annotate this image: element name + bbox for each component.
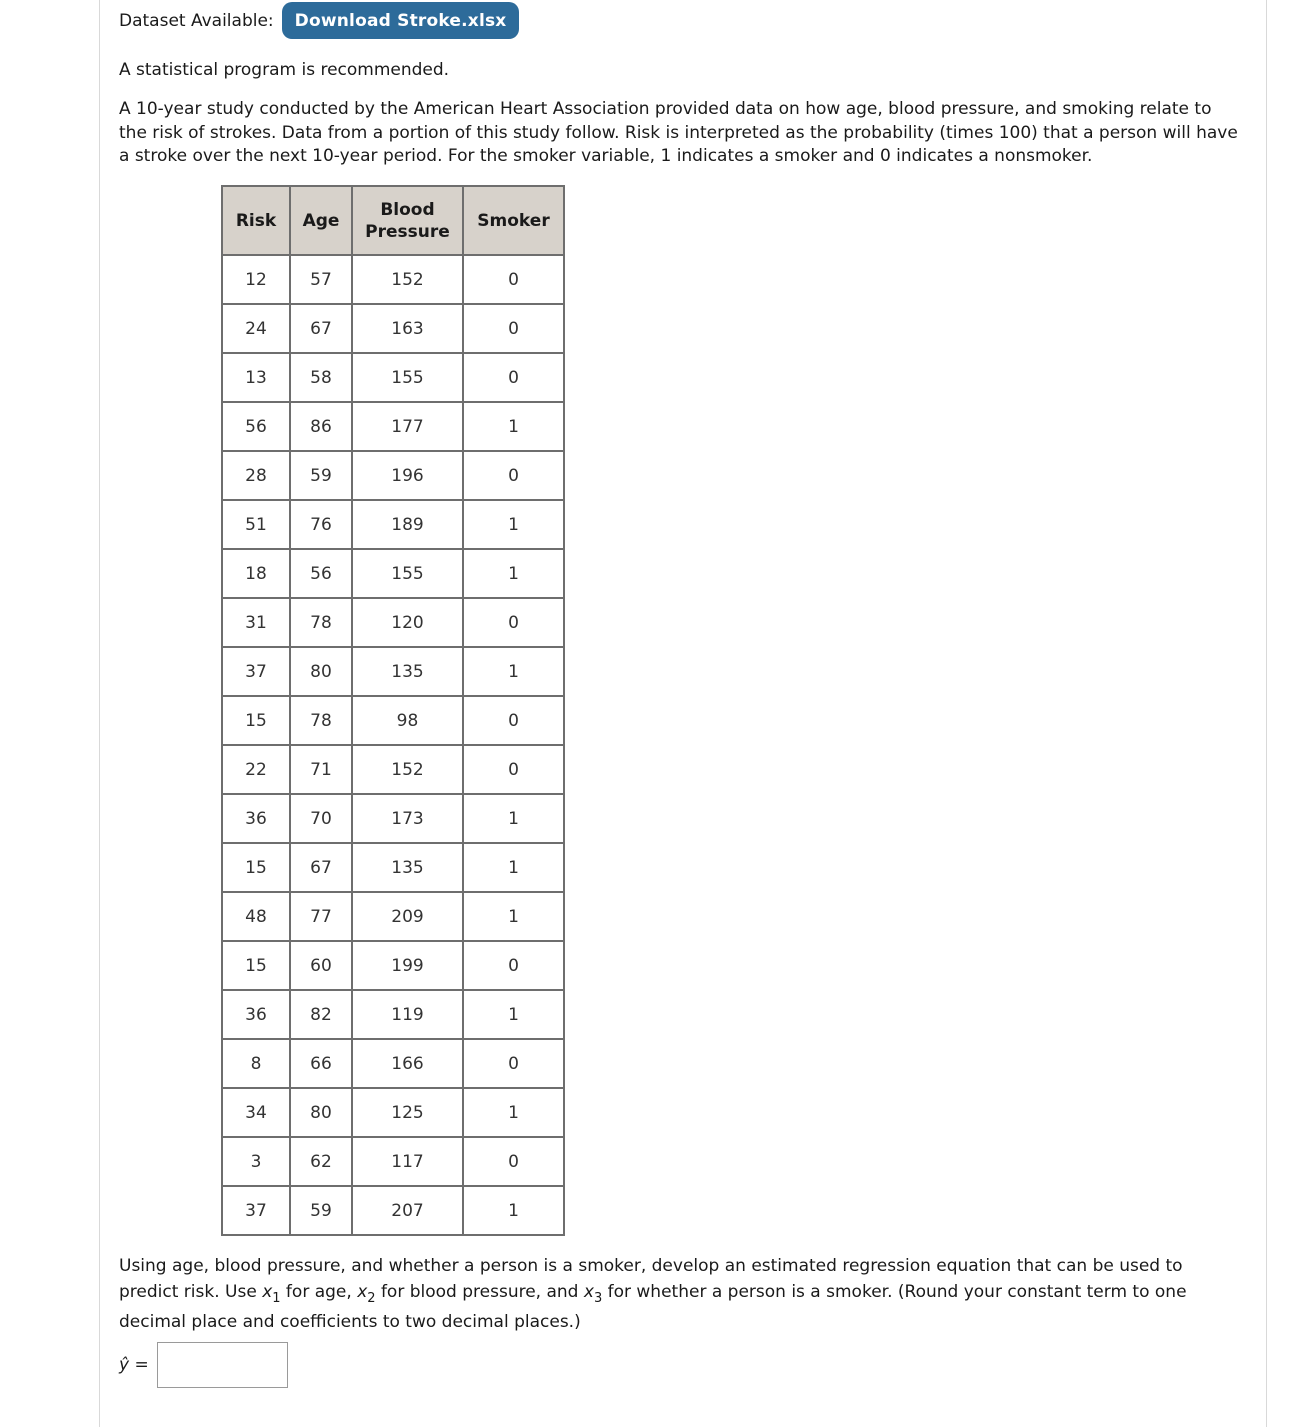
cell-age: 70: [290, 794, 352, 843]
cell-blood-pressure: 125: [352, 1088, 463, 1137]
table-row: [222, 647, 564, 696]
download-dataset-button[interactable]: Download Stroke.xlsx: [282, 2, 520, 39]
table-row: [222, 549, 564, 598]
cell-smoker: 1: [463, 1186, 564, 1235]
cell-risk: 56: [222, 402, 290, 451]
cell-risk: 18: [222, 549, 290, 598]
cell-smoker: 0: [463, 941, 564, 990]
header-bp-line2: Pressure: [365, 221, 450, 242]
question-part-2: for age,: [280, 1282, 358, 1302]
table-row: [222, 1088, 564, 1137]
table-row: [222, 500, 564, 549]
cell-blood-pressure: 119: [352, 990, 463, 1039]
var-x1: x: [262, 1282, 273, 1302]
table-row: [222, 1186, 564, 1235]
cell-smoker: 0: [463, 255, 564, 304]
cell-blood-pressure: 152: [352, 255, 463, 304]
question-line-3: decimal place and coefficients to two decimal places.): [119, 1312, 581, 1332]
cell-age: 59: [290, 1186, 352, 1235]
sub-3: 3: [593, 1291, 603, 1306]
var-x3: x: [583, 1282, 594, 1302]
cell-risk: 3: [222, 1137, 290, 1186]
cell-age: 67: [290, 304, 352, 353]
y-hat-label: ŷ =: [119, 1355, 149, 1375]
cell-smoker: 0: [463, 353, 564, 402]
cell-smoker: 1: [463, 843, 564, 892]
cell-smoker: 1: [463, 1088, 564, 1137]
intro-paragraph: A 10-year study conducted by the American Heart Association provided data on how age, blood pressure, and smoking relate to the risk of strokes. Data from a portion of this study follow. Risk is interpreted as the probability (times 100) that a person will have a stroke over the next 10-year period. For the smoker variable, 1 indicates a smoker and 0 indicates a nonsmoker.: [119, 99, 1238, 167]
cell-risk: 15: [222, 843, 290, 892]
cell-risk: 31: [222, 598, 290, 647]
cell-risk: 13: [222, 353, 290, 402]
cell-smoker: 0: [463, 451, 564, 500]
cell-smoker: 0: [463, 1039, 564, 1088]
cell-blood-pressure: 196: [352, 451, 463, 500]
cell-age: 71: [290, 745, 352, 794]
cell-blood-pressure: 199: [352, 941, 463, 990]
cell-risk: 28: [222, 451, 290, 500]
cell-age: 76: [290, 500, 352, 549]
table-row: [222, 353, 564, 402]
cell-smoker: 0: [463, 745, 564, 794]
question-part-4: for whether a person is a smoker. (Round your constant term to one: [602, 1282, 1187, 1302]
cell-age: 67: [290, 843, 352, 892]
cell-risk: 48: [222, 892, 290, 941]
table-row: [222, 1039, 564, 1088]
cell-smoker: 1: [463, 892, 564, 941]
var-x2: x: [357, 1282, 368, 1302]
cell-age: 62: [290, 1137, 352, 1186]
cell-blood-pressure: 166: [352, 1039, 463, 1088]
cell-blood-pressure: 207: [352, 1186, 463, 1235]
cell-blood-pressure: 177: [352, 402, 463, 451]
cell-age: 58: [290, 353, 352, 402]
table-row: [222, 255, 564, 304]
cell-age: 66: [290, 1039, 352, 1088]
cell-age: 77: [290, 892, 352, 941]
recommendation-text: A statistical program is recommended.: [119, 60, 450, 80]
cell-smoker: 0: [463, 304, 564, 353]
cell-risk: 24: [222, 304, 290, 353]
header-bp-line1: Blood: [380, 199, 435, 220]
cell-blood-pressure: 189: [352, 500, 463, 549]
cell-smoker: 1: [463, 647, 564, 696]
cell-blood-pressure: 209: [352, 892, 463, 941]
table-row: [222, 794, 564, 843]
cell-age: 78: [290, 696, 352, 745]
table-row: [222, 696, 564, 745]
cell-smoker: 1: [463, 549, 564, 598]
cell-blood-pressure: 135: [352, 647, 463, 696]
question-lines-1-2: [119, 1253, 1239, 1305]
regression-equation-input[interactable]: [157, 1342, 288, 1388]
cell-age: 56: [290, 549, 352, 598]
cell-age: 57: [290, 255, 352, 304]
cell-blood-pressure: 152: [352, 745, 463, 794]
cell-risk: 15: [222, 941, 290, 990]
cell-age: 86: [290, 402, 352, 451]
table-row: [222, 843, 564, 892]
cell-blood-pressure: 155: [352, 549, 463, 598]
cell-smoker: 0: [463, 696, 564, 745]
cell-risk: 36: [222, 990, 290, 1039]
table-row: [222, 1137, 564, 1186]
cell-age: 59: [290, 451, 352, 500]
sub-2: 2: [367, 1291, 376, 1306]
cell-blood-pressure: 117: [352, 1137, 463, 1186]
table-row: [222, 745, 564, 794]
cell-age: 60: [290, 941, 352, 990]
cell-risk: 22: [222, 745, 290, 794]
cell-blood-pressure: 163: [352, 304, 463, 353]
cell-smoker: 1: [463, 990, 564, 1039]
question-text: [119, 1253, 1239, 1335]
question-part-1: Using age, blood pressure, and whether a person is a smoker, develop an estimated regression equation that can be used to predict risk. Use: [119, 1256, 1183, 1302]
header-blood-pressure: [352, 186, 463, 255]
question-part-3: for blood pressure, and: [375, 1282, 584, 1302]
sub-1: 1: [272, 1291, 281, 1306]
cell-risk: 36: [222, 794, 290, 843]
cell-risk: 8: [222, 1039, 290, 1088]
table-row: [222, 941, 564, 990]
answer-row: [119, 1342, 288, 1388]
table-row: [222, 304, 564, 353]
cell-blood-pressure: 173: [352, 794, 463, 843]
cell-smoker: 0: [463, 1137, 564, 1186]
cell-risk: 37: [222, 647, 290, 696]
cell-smoker: 0: [463, 598, 564, 647]
table-row: [222, 892, 564, 941]
cell-risk: 15: [222, 696, 290, 745]
table-row: [222, 990, 564, 1039]
stroke-data-table: [221, 185, 565, 1236]
cell-risk: 37: [222, 1186, 290, 1235]
cell-blood-pressure: 98: [352, 696, 463, 745]
header-age: Age: [290, 186, 352, 255]
cell-risk: 12: [222, 255, 290, 304]
cell-age: 80: [290, 647, 352, 696]
cell-smoker: 1: [463, 402, 564, 451]
cell-blood-pressure: 135: [352, 843, 463, 892]
cell-age: 82: [290, 990, 352, 1039]
cell-risk: 51: [222, 500, 290, 549]
cell-blood-pressure: 120: [352, 598, 463, 647]
cell-smoker: 1: [463, 794, 564, 843]
header-smoker: Smoker: [463, 186, 564, 255]
table-header-row: [222, 186, 564, 255]
table-row: [222, 598, 564, 647]
cell-smoker: 1: [463, 500, 564, 549]
dataset-row: [119, 2, 519, 39]
table-body: [222, 255, 564, 1235]
table-row: [222, 451, 564, 500]
cell-risk: 34: [222, 1088, 290, 1137]
header-risk: Risk: [222, 186, 290, 255]
cell-age: 80: [290, 1088, 352, 1137]
table-row: [222, 402, 564, 451]
dataset-label: Dataset Available:: [119, 10, 274, 31]
cell-age: 78: [290, 598, 352, 647]
cell-blood-pressure: 155: [352, 353, 463, 402]
